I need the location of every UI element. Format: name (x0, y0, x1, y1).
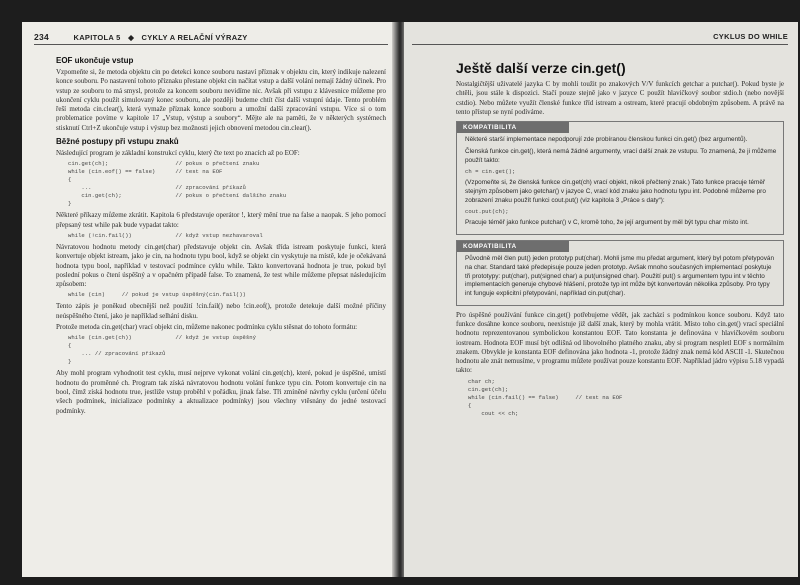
section-heading-cin-get: Ještě další verze cin.get() (456, 60, 626, 76)
box-body-1 (457, 133, 783, 234)
box-label-1: KOMPATIBILITA (457, 122, 569, 133)
right-running-header (412, 32, 788, 45)
diamond-icon: ◆ (128, 33, 135, 42)
code-block-2: while (!cin.fail()) // když vstup nezhavaroval (68, 231, 263, 239)
running-head: CYKLUS DO WHILE (713, 32, 788, 41)
paragraph-b: Návratovou hodnotu metody cin.get(char) představuje objekt cin. Avšak třída istream poskytuje funkci, která konvertuje objekt istream, jako je cin, na hodnotu typu bool, když se objekt cin vyskytuje na místě, kde je očekávaná hodnota typu bool, například v testovací podmínce cyklu while. Takto konvertovaná hodnota je true, pokud byl poslední pokus o čtení úspěšný a v opačném případě false. To znamená, že test while můžeme přepsat následujícím způsobem: (56, 242, 386, 289)
section-heading-common-input: Běžné postupy při vstupu znaků (56, 137, 179, 147)
section-heading-eof: EOF ukončuje vstup (56, 56, 134, 65)
box1-paragraph-2: Členská funkce cin.get(), která nemá žádné argumenty, vrací další znak ze vstupu. To znamená, že ji můžeme použít takto: (465, 147, 777, 164)
code-block-5: char ch; cin.get(ch); while (cin.fail() == false) // test na EOF { cout << ch; (468, 377, 623, 417)
code-block-3: while (cin) // pokud je vstup úspěšný(cin.fail()) (68, 291, 246, 299)
box1-paragraph-3: (Vzpomeňte si, že členská funkce cin.get(ch) vrací objekt, nikoli přečtený znak.) Tato funkce pracuje téměř stejným způsobem jako getchar() v jazyce C, vrací kód znaku jako hodnotu typu int. Podobně můžeme pro zobrazení znaku použít funkci cout.put() (viz kapitola 3 „Práce s daty“): (465, 179, 766, 204)
page-number: 234 (34, 32, 50, 42)
paragraph-c: Tento zápis je poněkud obecnější než použití !cin.fail() nebo !cin.eof(), protože detekuje další možné příčiny neúspěšného čtení, jako je například selhání disku. (56, 302, 386, 320)
paragraph-a: Některé příkazy můžeme zkrátit. Kapitola 6 představuje operátor !, který mění true na false a naopak. S jeho pomocí přepsaný test while pak bude vypadat takto: (56, 211, 386, 229)
right-page (404, 22, 798, 577)
box1-code-1: ch = cin.get(); (465, 168, 516, 176)
chapter-label: KAPITOLA 5 (73, 33, 121, 42)
paragraph-intro: Následující program je základní konstrukcí cyklu, který čte text po znacích až po EOF: (56, 149, 300, 158)
right-content (456, 58, 784, 421)
box-body-2 (457, 252, 783, 305)
left-page (22, 22, 396, 577)
paragraph-d: Protože metoda cin.get(char) vrací objekt cin, můžeme nakonec podmínku cyklu stěsnat do tohoto formátu: (56, 323, 358, 332)
box1-paragraph-4: Pracuje téměř jako funkce putchar() v C, kromě toho, že její argument by měl být typu char místo int. (465, 219, 749, 227)
box2-paragraph-1: Původně měl člen put() jeden prototyp put(char). Mohli jsme mu předat argument, který byl potom přetypován na char. Standard také předepisuje pouze jeden prototyp. Avšak mnoho současných implementací poskytuje tři prototypy: put(char), put(signed char) a put(unsigned char). Použití put() s argumentem typu int v těchto implementacích generuje chybové hlášení, protože typ int může být konvertován několika způsoby. Pro typy int funguje explicitní přetypování, například cin.put(char). (465, 255, 775, 297)
compatibility-box-2 (456, 240, 784, 306)
box1-paragraph-1: Některé starší implementace nepodporují zde probíranou členskou funkci cin.get() (bez argumentů). (465, 136, 748, 144)
left-content (56, 52, 386, 418)
compatibility-box-1 (456, 121, 784, 235)
left-running-header (34, 32, 388, 45)
code-block-4: while (cin.get(ch)) // když je vstup úspěšný { ... // zpracování příkazů } (68, 334, 256, 366)
code-block-1: cin.get(ch); // pokus o přečtení znaku while (cin.eof() == false) // test na EOF { ... // zpracování příkazů cin.get(ch); // pokus o přečtení dalšího znaku } (68, 160, 287, 208)
paragraph-eof: Vzpomeňte si, že metoda objektu cin po detekci konce souboru nastaví příznak v objektu cin, který indikuje nalezení konce souboru. Po nastavení tohoto příznaku přestane objekt cin načítat vstup a další volání nemají žádný účinek. Pro vstup ze souboru to má smysl, protože za koncem souboru nevidíme nic. Avšak při vstupu z klávesnice můžeme pro ukončení cyklu použít simulovaný konec souboru, ale později budeme chtít číst další vstupní údaje. Tento problém řeší metoda cin.clear(), která vymaže příznak konce souboru a umožní další zpracování vstupu. Více si o tom problematice povíme v kapitole 17 „Vstup, výstup a soubory“. Mějte ale na paměti, že v některých systémech stisknutí Ctrl+Z ukončuje vstup i výstup bez možnosti jejich obnovení metodou cin.clear(). (56, 68, 386, 132)
paragraph-e: Aby mohl program vyhodnotit test cyklu, musí nejprve vykonat volání cin.get(ch), které, pokud je úspěšné, umístí hodnotu do proměnné ch. Program tak získá návratovou hodnotu volání funkce typu cin. Potom konvertuje cin na bool, čímž získá hodnotu true, jestliže vstup proběhl v pořádku, jinak false. Tři zmíněné návrhy cyklu (určení účelu všech podmínek, inicializace podmínky a aktualizace podmínky) jsou všechny vtěsnány do jedné testovací podmínky. (56, 369, 386, 415)
box-label-2: KOMPATIBILITA (457, 241, 569, 252)
paragraph-f: Pro úspěšné používání funkce cin.get() potřebujeme vědět, jak zachází s podmínkou konce souboru. Když tato funkce dosáhne konce souboru, neexistuje již další znak, který by mohla vrátit. Místo toho cin.get() vrací speciální hodnotu reprezentovanou symbolickou konstantou EOF. Tato konstanta je definována v hlavičkovém souboru iostream. Hodnota EOF musí být odlišná od libovolného platného znaku, aby si program nespletl EOF s normálním znakem. Obvykle je konstanta EOF definována jako hodnota -1, protože žádný znak nemá kód ASCII -1. Skutečnou hodnotu ale znát nemusíme, v programu můžete používat pouze konstantu EOF. Například jádro výpisu 5.18 vypadá takto: (456, 310, 784, 375)
chapter-title: CYKLY A RELAČNÍ VÝRAZY (141, 33, 248, 42)
paragraph-intro-right: Nostalgičtější uživatelé jazyka C by mohli toužit po znakových V/V funkcích getchar a putchar(). Pokud byste je chtěli, jsou stále k dispozici. Stačí pouze stejně jako v jazyce C použít hlavičkový soubor stdio.h (nebo novější cstdio). Nebo můžete využít členské funkce tříd istream a ostream, které pracují obdobným způsobem. A právě na tento přístup se nyní podíváme. (456, 80, 784, 116)
box1-code-2: cout.put(ch); (465, 208, 509, 216)
